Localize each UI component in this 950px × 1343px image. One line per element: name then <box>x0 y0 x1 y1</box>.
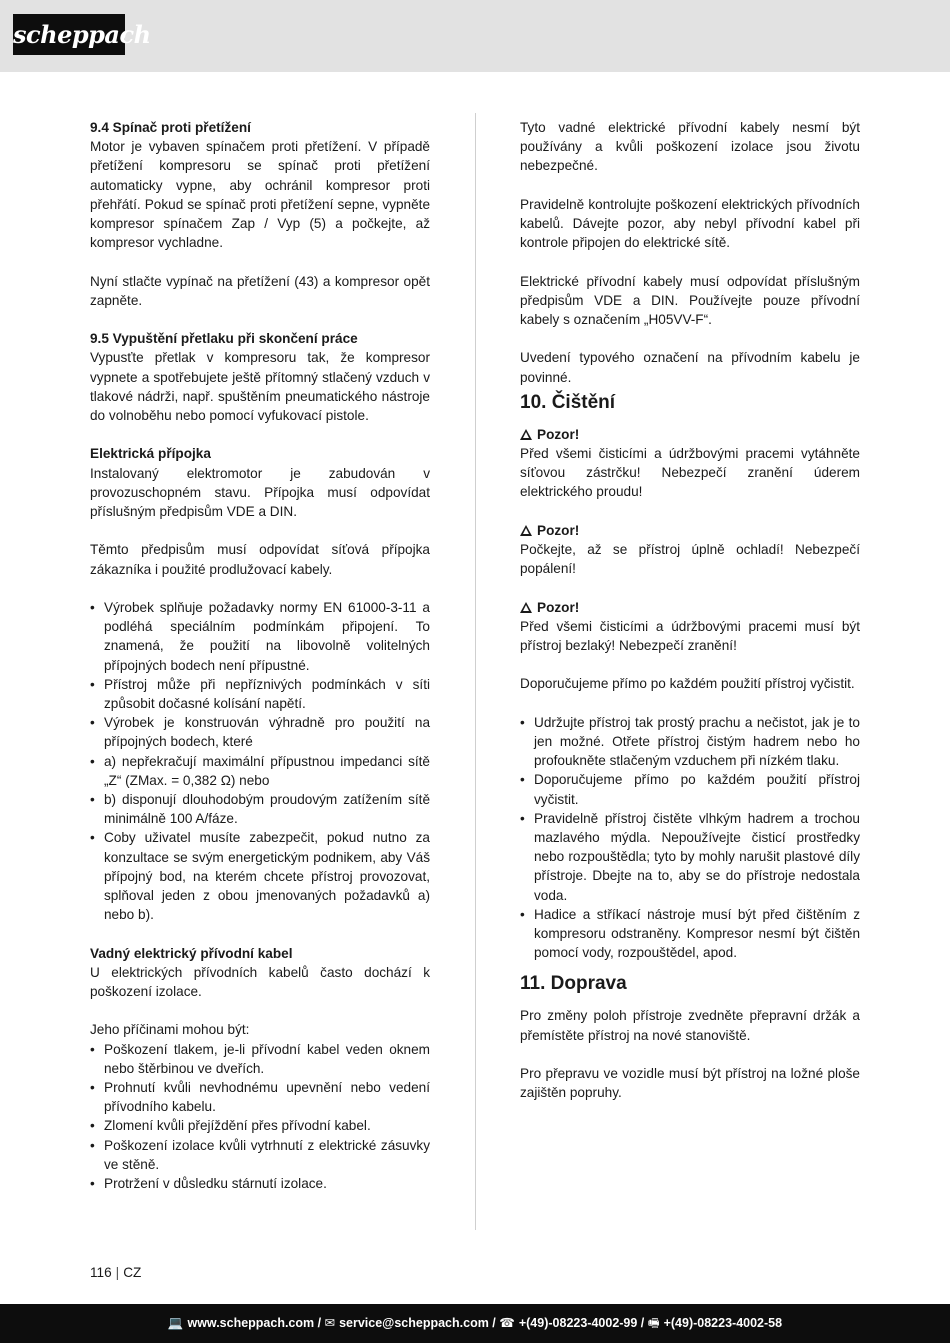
warning-text: Před všemi čisticími a údržbovými pracemi vytáhněte síťovou zástrčku! Nebezpečí zranění úderem elektrického proudu! <box>520 446 860 500</box>
warning-text: Počkejte, až se přístroj úplně ochladí! Nebezpečí popálení! <box>520 542 860 577</box>
section-heading: Vadný elektrický přívodní kabel <box>90 945 293 961</box>
warning-icon <box>520 429 532 440</box>
bullet-list <box>90 598 430 924</box>
paragraph: Těmto předpisům musí odpovídat síťová přípojka zákazníka i použité prodlužovací kabely. <box>90 542 430 577</box>
bullet-list <box>90 1040 430 1194</box>
list-item: • Zlomení kvůli přejíždění přes přívodní kabel. <box>90 1118 371 1134</box>
fax-number: +(49)-08223-4002-58 <box>663 1316 783 1330</box>
section-heading: 9.4 Spínač proti přetížení <box>90 120 251 135</box>
phone-icon: ☎ <box>499 1316 515 1330</box>
paragraph: Pro změny poloh přístroje zvedněte přepravní držák a přemístěte přístroj na nové stanoviště. <box>520 1008 860 1043</box>
paragraph: Instalovaný elektromotor je zabudován v provozuschopném stavu. Přípojka musí odpovídat příslušným předpisům VDE a DIN. <box>90 465 430 520</box>
paragraph: Motor je vybaven spínačem proti přetížení. V případě přetížení kompresoru se spínač proti přetížení automaticky vypne, aby ochránil kompresor proti přehřátí. Pokud se spínač proti přetížení sepne, vypněte kompresor spínačem Zap / Vyp (5) a počkejte, až kompresor vychladne. <box>90 139 430 251</box>
paragraph: Uvedení typového označení na přívodním kabelu je povinné. <box>520 350 860 385</box>
warning-icon <box>520 602 532 613</box>
list-item: • Doporučujeme přímo po každém použití přístroj vyčistit. <box>520 772 860 807</box>
column-divider <box>475 113 476 1230</box>
list-item: • Prohnutí kvůli nevhodnému upevnění nebo vedení přívodního kabelu. <box>90 1080 430 1115</box>
paragraph: Pravidelně kontrolujte poškození elektrických přívodních kabelů. Dávejte pozor, aby nebyl přívodní kabel při kontrole připojen do elektrické sítě. <box>520 196 860 251</box>
paragraph: Jeho příčinami mohou být: <box>90 1022 250 1038</box>
list-item: • b) disponují dlouhodobým proudovým zatížením sítě minimálně 100 A/fáze. <box>90 792 430 827</box>
email-link[interactable]: service@scheppach.com / <box>339 1316 496 1330</box>
list-item: • Přístroj může při nepříznivých podmínkách v síti způsobit dočasné kolísání napětí. <box>90 676 430 712</box>
warning-icon <box>520 525 532 536</box>
page-number: 116 | CZ <box>90 1265 142 1280</box>
list-item: • Výrobek splňuje požadavky normy EN 61000-3-11 a podléhá speciálním podmínkám připojení. To znamená, že použití na libovolně volitelných přípojných bodech není přípustné. <box>90 600 430 673</box>
paragraph: Vypusťte přetlak v kompresoru tak, že kompresor vypnete a spotřebujete ještě přítomný stlačený vzduch v tlakové nádrži, např. spuštěním pneumatického nástroje do volnoběhu nebo pomocí vyfukovací pistole. <box>90 350 430 424</box>
list-item: • Výrobek je konstruován výhradně pro použití na přípojných bodech, které <box>90 715 430 750</box>
paragraph: U elektrických přívodních kabelů často dochází k poškození izolace. <box>90 964 430 1000</box>
phone-number: +(49)-08223-4002-99 / <box>518 1316 645 1330</box>
paragraph: Pro přepravu ve vozidle musí být přístroj na ložné ploše zajištěn popruhy. <box>520 1066 860 1101</box>
paragraph: Doporučujeme přímo po každém použití přístroj vyčistit. <box>520 676 855 692</box>
list-item: • Poškození tlakem, je-li přívodní kabel veden oknem nebo štěrbinou ve dveřích. <box>90 1041 430 1076</box>
header-bar <box>0 0 950 72</box>
section-heading: 9.5 Vypuštění přetlaku při skončení práce <box>90 331 358 347</box>
paragraph: Tyto vadné elektrické přívodní kabely nesmí být používány a kvůli poškození izolace jsou životu nebezpečné. <box>520 120 860 174</box>
brand-logo: scheppach <box>13 14 125 55</box>
list-item: • Hadice a stříkací nástroje musí být před čištěním z kompresoru odstraněny. Kompresor nesmí být čištěn pomocí vody, rozpouštědel, apod. <box>520 906 860 961</box>
list-item: • Coby uživatel musíte zabezpečit, pokud nutno za konzultace se svým energetickým podnikem, aby Váš přípojný bod, na kterém chcete přístroj provozovat, splňoval jeden z obou jmenovaných požadavků a) nebo b). <box>90 830 430 923</box>
fax-icon: 🖷 <box>647 1316 660 1330</box>
section-heading: Elektrická přípojka <box>90 446 211 462</box>
bullet-list <box>520 713 860 963</box>
right-column <box>520 118 860 1102</box>
paragraph: Elektrické přívodní kabely musí odpovídat příslušným předpisům VDE a DIN. Používejte pouze přívodní kabely s označením „H05VV-F“. <box>520 273 860 327</box>
list-item: • a) nepřekračují maximální přípustnou impedanci sítě „Z“ (ZMax. = 0,382 Ω) nebo <box>90 753 430 788</box>
left-column <box>90 118 430 1193</box>
warning-label: Pozor! <box>520 425 860 444</box>
list-item: • Udržujte přístroj tak prostý prachu a nečistot, jak je to jen možné. Otřete přístroj čistým hadrem nebo ho profoukněte stlačeným vzduchem při nízkém tlaku. <box>520 714 860 769</box>
list-item: • Pravidelně přístroj čistěte vlhkým hadrem a trochou mazlavého mýdla. Nepoužívejte čisticí prostředky nebo rozpouštědla; tyto by mohly narušit plastové díly přístroje. Dbejte na to, aby se do přístroje nedostala voda. <box>520 810 860 903</box>
paragraph: Nyní stlačte vypínač na přetížení (43) a kompresor opět zapněte. <box>90 273 430 308</box>
website-link[interactable]: www.scheppach.com / <box>187 1316 322 1330</box>
mail-icon: ✉ <box>324 1316 336 1330</box>
chapter-heading: 11. Doprava <box>520 973 627 995</box>
list-item: • Protržení v důsledku stárnutí izolace. <box>90 1176 327 1192</box>
monitor-icon: 💻 <box>167 1316 184 1330</box>
list-item: • Poškození izolace kvůli vytrhnutí z elektrické zásuvky ve stěně. <box>90 1137 430 1172</box>
chapter-heading: 10. Čištění <box>520 391 616 413</box>
warning-label: Pozor! <box>520 521 860 540</box>
warning-label: Pozor! <box>520 598 860 617</box>
footer-bar <box>0 1304 950 1343</box>
warning-text: Před všemi čisticími a údržbovými pracemi musí být přístroj bezlaký! Nebezpečí zranění! <box>520 618 860 653</box>
